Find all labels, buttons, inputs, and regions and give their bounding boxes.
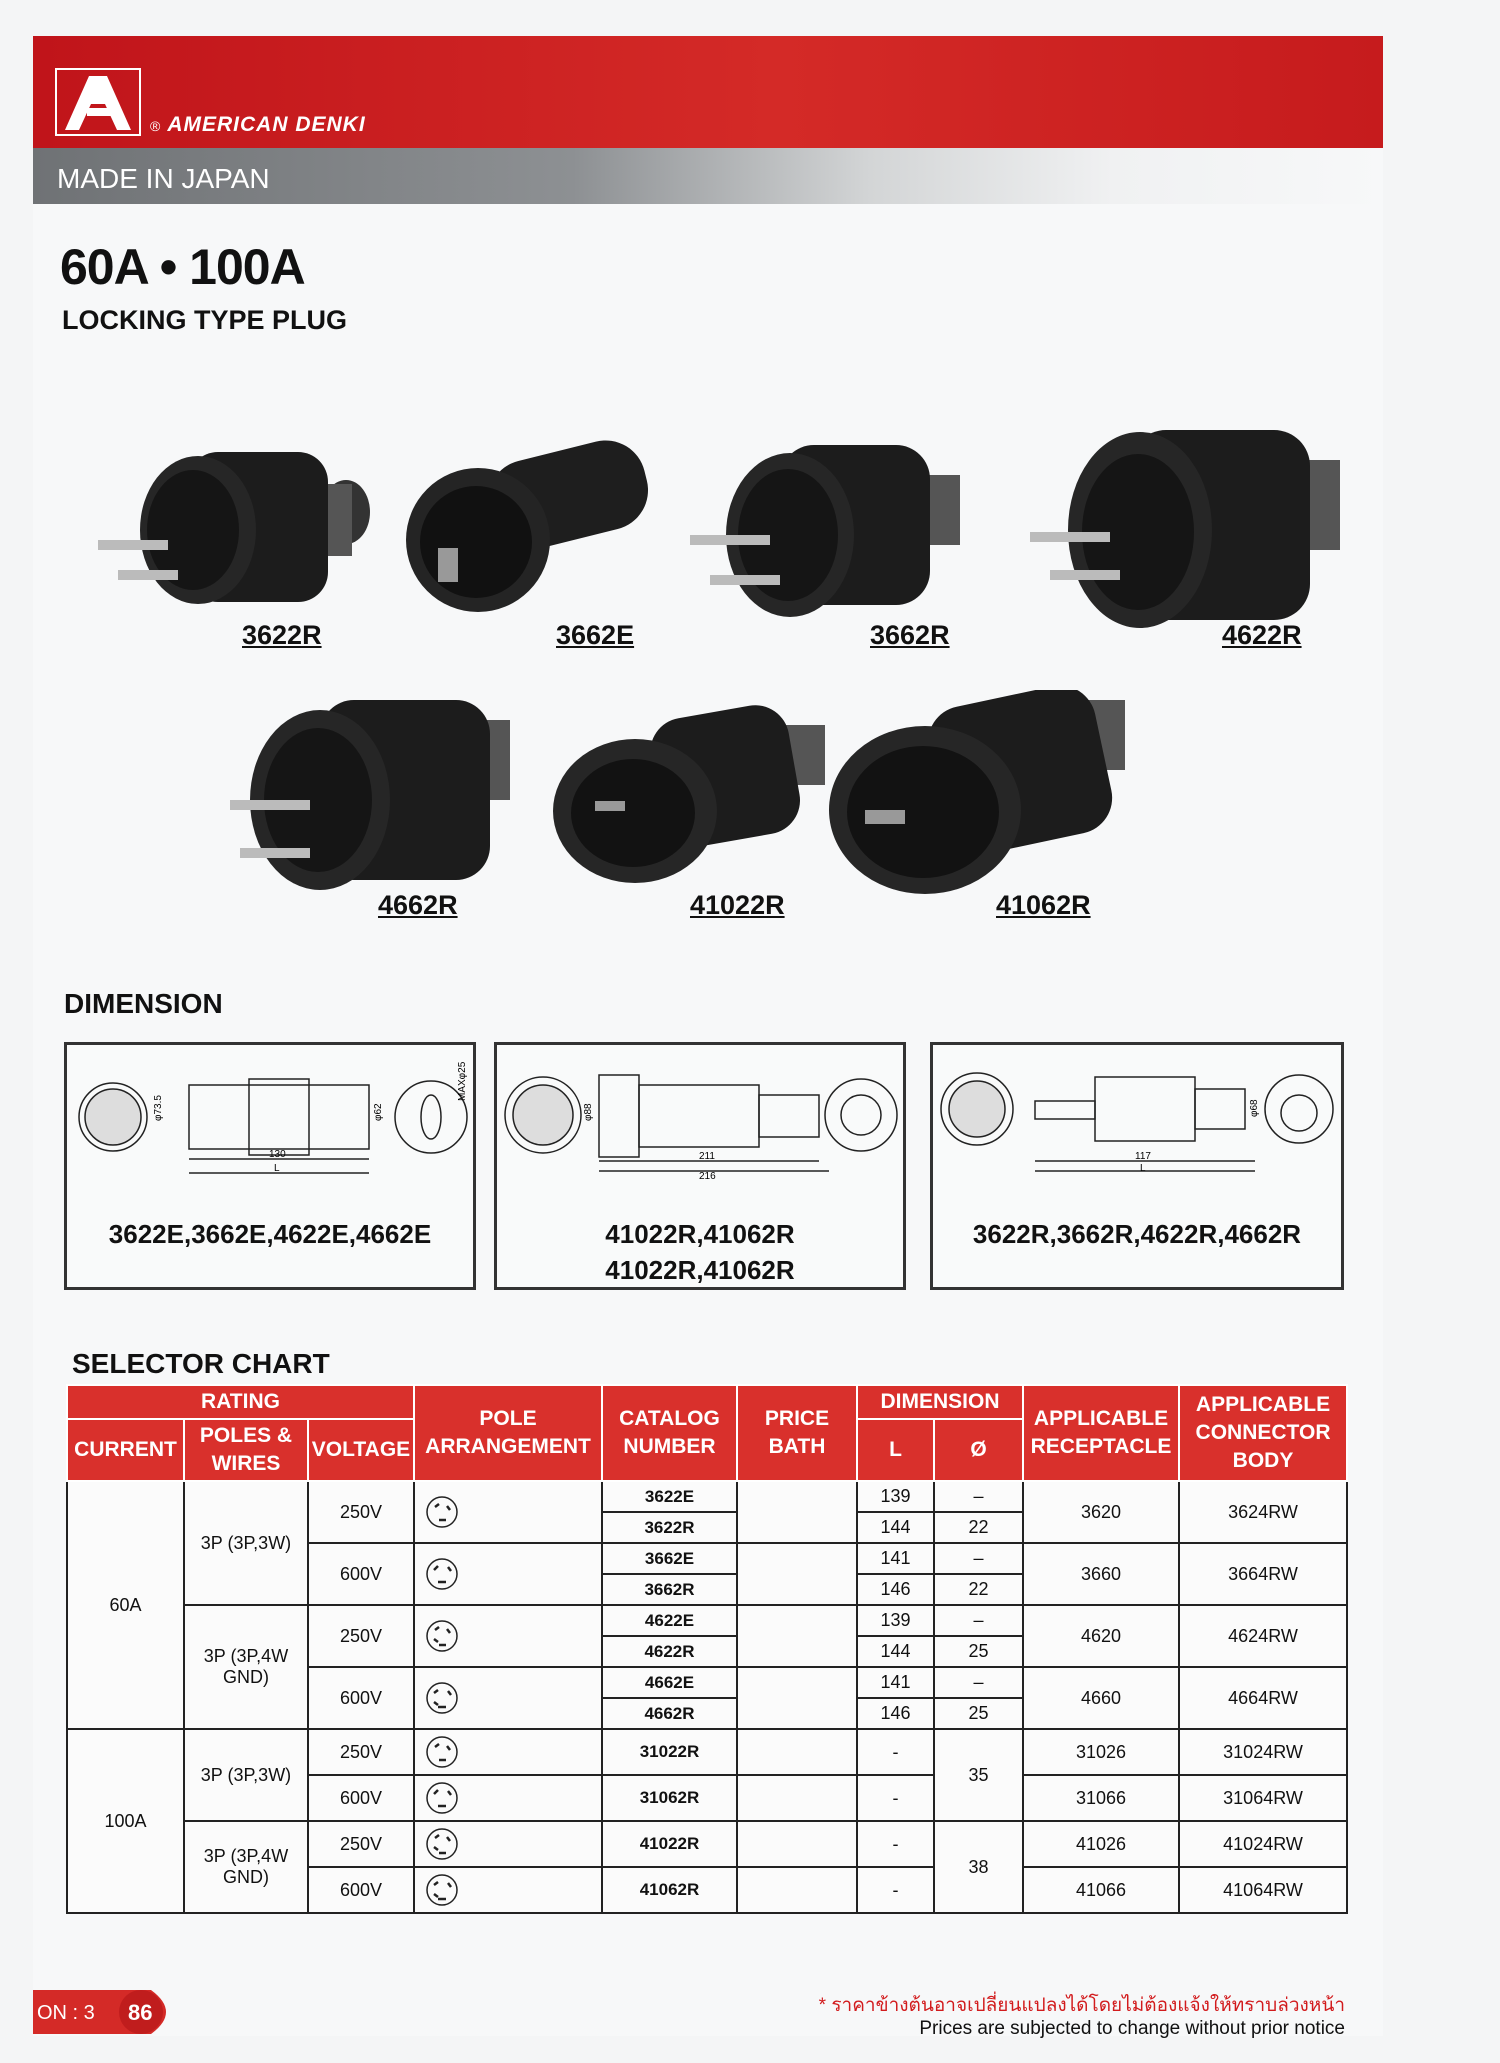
price-cell	[737, 1775, 857, 1821]
catalog-cell: 31062R	[602, 1775, 737, 1821]
price-cell	[737, 1481, 857, 1543]
voltage-cell: 250V	[308, 1821, 414, 1867]
dim-l-cell: 141	[857, 1543, 934, 1574]
dim-d-cell: 25	[934, 1636, 1023, 1667]
header-rating: RATING	[67, 1385, 414, 1419]
plug-photo-4662r	[210, 690, 540, 900]
product-label: 3662R	[870, 620, 950, 650]
header-dim-l: L	[857, 1419, 934, 1481]
voltage-cell: 600V	[308, 1667, 414, 1729]
price-cell	[737, 1543, 857, 1605]
connector-cell: 41024RW	[1179, 1821, 1347, 1867]
dim-l-cell: 139	[857, 1605, 934, 1636]
receptacle-cell: 4620	[1023, 1605, 1179, 1667]
catalog-cell: 4662R	[602, 1698, 737, 1729]
plug-photo-3662r	[680, 425, 980, 635]
dim-mark: L	[1140, 1163, 1146, 1174]
header-current: CURRENT	[67, 1419, 184, 1481]
pole-arrangement-icon	[414, 1667, 602, 1729]
pole-arrangement-icon	[414, 1729, 602, 1775]
pole-arrangement-icon	[414, 1867, 602, 1913]
catalog-cell: 3662R	[602, 1574, 737, 1605]
plug-photo-41022r	[545, 705, 835, 885]
dim-mark: φ73.5	[153, 1095, 164, 1121]
dim-d-cell: 35	[934, 1729, 1023, 1821]
header-catalog: CATALOG NUMBER	[602, 1385, 737, 1481]
dim-l-cell: 144	[857, 1512, 934, 1543]
product-label: 41022R	[690, 890, 785, 920]
connector-cell: 3624RW	[1179, 1481, 1347, 1543]
pole-arrangement-icon	[414, 1605, 602, 1667]
connector-cell: 31024RW	[1179, 1729, 1347, 1775]
table-row	[67, 1821, 1347, 1867]
current-cell: 100A	[67, 1729, 184, 1913]
dimension-box-e	[64, 1042, 476, 1290]
receptacle-cell: 31066	[1023, 1775, 1179, 1821]
plug-photo-3622r	[78, 430, 388, 630]
product-label: 3622R	[242, 620, 322, 650]
dimension-caption: 3622E,3662E,4622E,4662E	[108, 1219, 432, 1249]
connector-cell: 4624RW	[1179, 1605, 1347, 1667]
pole-arrangement-icon	[414, 1481, 602, 1543]
dimension-box-41022r	[494, 1042, 906, 1290]
american-denki-logo-icon	[55, 68, 141, 136]
dim-d-cell: 38	[934, 1821, 1023, 1913]
dim-mark: φ68	[1249, 1099, 1260, 1117]
dimension-caption: 41022R,41062R	[605, 1255, 795, 1285]
dim-d-cell: –	[934, 1667, 1023, 1698]
receptacle-cell: 4660	[1023, 1667, 1179, 1729]
poles-cell: 3P (3P,4W GND)	[184, 1605, 308, 1729]
header-dim-d: Ø	[934, 1419, 1023, 1481]
brand-name: ® AMERICAN DENKI	[150, 113, 366, 136]
dim-d-cell: 22	[934, 1512, 1023, 1543]
voltage-cell: 600V	[308, 1775, 414, 1821]
receptacle-cell: 3660	[1023, 1543, 1179, 1605]
catalog-cell: 3622E	[602, 1481, 737, 1512]
dim-l-cell: -	[857, 1867, 934, 1913]
dimension-title: DIMENSION	[64, 988, 223, 1019]
receptacle-cell: 41026	[1023, 1821, 1179, 1867]
product-label: 41062R	[996, 890, 1091, 920]
connector-cell: 3664RW	[1179, 1543, 1347, 1605]
price-cell	[737, 1605, 857, 1667]
price-cell	[737, 1729, 857, 1775]
receptacle-cell: 3620	[1023, 1481, 1179, 1543]
price-cell	[737, 1667, 857, 1729]
connector-cell: 41064RW	[1179, 1867, 1347, 1913]
header-poles: POLES & WIRES	[184, 1419, 308, 1481]
plug-photo-3662e	[398, 430, 658, 620]
section-label: ON : 3	[37, 2002, 95, 2024]
price-cell	[737, 1867, 857, 1913]
price-notice-english: Prices are subjected to change without prior notice	[919, 2018, 1345, 2039]
selector-table	[66, 1384, 1348, 1914]
price-notice	[819, 1994, 1345, 2040]
header-receptacle: APPLICABLE RECEPTACLE	[1023, 1385, 1179, 1481]
dim-mark: MAXφ25	[457, 1061, 468, 1101]
header-dimension: DIMENSION	[857, 1385, 1023, 1419]
dimension-caption: 3622R,3662R,4622R,4662R	[972, 1219, 1302, 1249]
catalog-cell: 4622E	[602, 1605, 737, 1636]
catalog-cell: 3622R	[602, 1512, 737, 1543]
connector-cell: 4664RW	[1179, 1667, 1347, 1729]
dimension-drawing	[499, 1051, 905, 1181]
dim-d-cell: –	[934, 1543, 1023, 1574]
header-pole-arrangement: POLE ARRANGEMENT	[414, 1385, 602, 1481]
poles-cell: 3P (3P,3W)	[184, 1729, 308, 1821]
table-row	[67, 1481, 1347, 1512]
page-number: 86	[128, 2000, 153, 2025]
catalog-cell: 41062R	[602, 1867, 737, 1913]
catalog-cell: 4662E	[602, 1667, 737, 1698]
receptacle-cell: 31026	[1023, 1729, 1179, 1775]
header-connector: APPLICABLE CONNECTOR BODY	[1179, 1385, 1347, 1481]
dim-l-cell: 146	[857, 1698, 934, 1729]
dim-l-cell: -	[857, 1821, 934, 1867]
dimension-drawing	[69, 1051, 475, 1181]
product-label: 3662E	[556, 620, 635, 650]
voltage-cell: 250V	[308, 1605, 414, 1667]
dim-mark: L	[274, 1163, 280, 1174]
table-row	[67, 1729, 1347, 1775]
pole-arrangement-icon	[414, 1775, 602, 1821]
receptacle-cell: 41066	[1023, 1867, 1179, 1913]
catalog-cell: 41022R	[602, 1821, 737, 1867]
dim-d-cell: –	[934, 1605, 1023, 1636]
voltage-cell: 600V	[308, 1867, 414, 1913]
poles-cell: 3P (3P,4W GND)	[184, 1821, 308, 1913]
header-price: PRICE BATH	[737, 1385, 857, 1481]
dim-mark: φ88	[583, 1103, 594, 1121]
plug-photo-4622r	[1010, 420, 1370, 640]
dim-mark: 216	[699, 1171, 716, 1181]
pole-arrangement-icon	[414, 1821, 602, 1867]
dimension-caption: 41022R,41062R	[605, 1219, 795, 1249]
catalog-cell: 3662E	[602, 1543, 737, 1574]
dim-l-cell: -	[857, 1775, 934, 1821]
product-label: 4622R	[1222, 620, 1302, 650]
dim-l-cell: 139	[857, 1481, 934, 1512]
voltage-cell: 250V	[308, 1729, 414, 1775]
plug-photo-41062r	[825, 690, 1145, 900]
catalog-cell: 4622R	[602, 1636, 737, 1667]
dim-d-cell: 22	[934, 1574, 1023, 1605]
dim-mark: 117	[1135, 1151, 1151, 1162]
poles-cell: 3P (3P,3W)	[184, 1481, 308, 1605]
page-number-tab	[33, 1986, 181, 2038]
dimension-drawing	[935, 1051, 1343, 1181]
dim-mark: φ62	[373, 1103, 384, 1121]
voltage-cell: 600V	[308, 1543, 414, 1605]
dim-mark: 211	[699, 1151, 715, 1162]
dim-l-cell: -	[857, 1729, 934, 1775]
selector-title: SELECTOR CHART	[72, 1348, 330, 1379]
page-title: 60A • 100A	[60, 239, 305, 295]
dim-d-cell: 25	[934, 1698, 1023, 1729]
voltage-cell: 250V	[308, 1481, 414, 1543]
page-subtitle: LOCKING TYPE PLUG	[62, 305, 348, 335]
catalog-cell: 31022R	[602, 1729, 737, 1775]
dim-l-cell: 144	[857, 1636, 934, 1667]
dim-mark: 130	[269, 1149, 286, 1160]
dimension-box-r	[930, 1042, 1344, 1290]
dim-d-cell: –	[934, 1481, 1023, 1512]
dim-l-cell: 146	[857, 1574, 934, 1605]
dim-l-cell: 141	[857, 1667, 934, 1698]
header-voltage: VOLTAGE	[308, 1419, 414, 1481]
current-cell: 60A	[67, 1481, 184, 1729]
made-in-label: MADE IN JAPAN	[57, 163, 270, 194]
price-cell	[737, 1821, 857, 1867]
product-label: 4662R	[378, 890, 458, 920]
connector-cell: 31064RW	[1179, 1775, 1347, 1821]
table-row	[67, 1605, 1347, 1636]
pole-arrangement-icon	[414, 1543, 602, 1605]
price-notice-thai: * ราคาข้างต้นอาจเปลี่ยนแปลงได้โดยไม่ต้องแจ้งให้ทราบล่วงหน้า	[818, 1995, 1345, 2016]
